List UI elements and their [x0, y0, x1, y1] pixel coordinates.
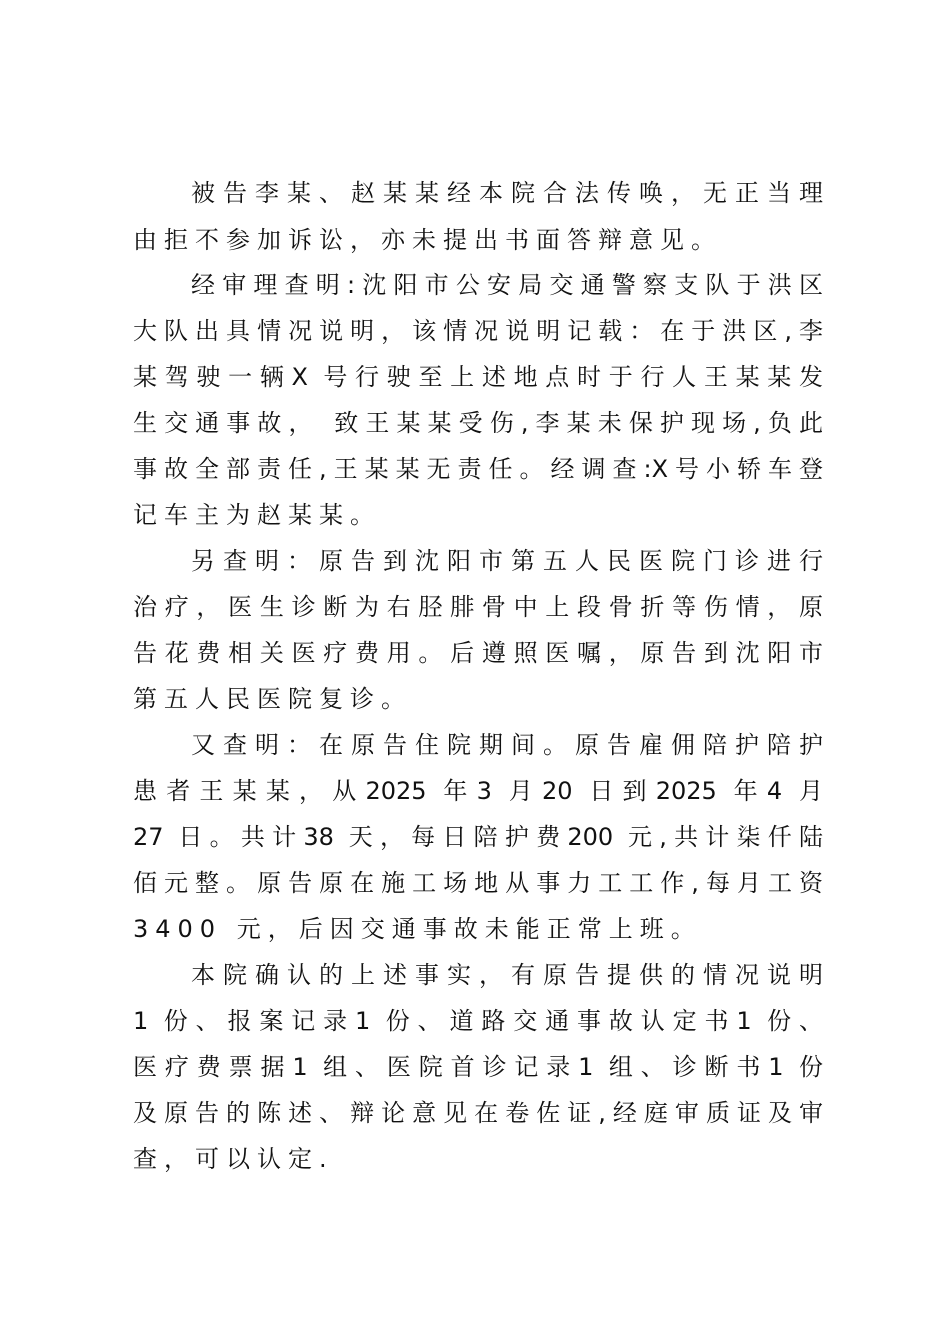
- text-line: 大队出具情况说明，该情况说明记载：在于洪区,李: [133, 317, 823, 345]
- text-line: 1 份、报案记录1 份、道路交通事故认定书1 份、: [133, 1007, 823, 1035]
- text-line: 查，可以认定.: [133, 1145, 334, 1173]
- text-line: 27 日。共计38 天，每日陪护费200 元,共计柒仟陆: [133, 823, 823, 851]
- text-line: 由拒不参加诉讼，亦未提出书面答辩意见。: [133, 226, 722, 254]
- text-line: 3400 元，后因交通事故未能正常上班。: [133, 915, 702, 943]
- text-line: 第五人民医院复诊。: [133, 685, 412, 713]
- text-line: 某驾驶一辆X 号行驶至上述地点时于行人王某某发: [133, 363, 823, 391]
- text-line: 经审理查明:沈阳市公安局交通警察支队于洪区: [191, 271, 823, 299]
- text-line: 另查明：原告到沈阳市第五人民医院门诊进行: [191, 547, 823, 575]
- text-line: 本院确认的上述事实，有原告提供的情况说明: [191, 961, 823, 989]
- text-line: 生交通事故， 致王某某受伤,李某未保护现场,负此: [133, 409, 823, 437]
- text-line: 患者王某某，从2025 年3 月20 日到2025 年4 月: [133, 777, 823, 805]
- text-line: 告花费相关医疗费用。后遵照医嘱，原告到沈阳市: [133, 639, 823, 667]
- text-line: 又查明：在原告住院期间。原告雇佣陪护陪护: [191, 731, 823, 759]
- text-line: 记车主为赵某某。: [133, 501, 381, 529]
- text-line: 被告李某、赵某某经本院合法传唤，无正当理: [191, 179, 823, 207]
- text-line: 事故全部责任,王某某无责任。经调查:X号小轿车登: [133, 455, 823, 483]
- text-line: 佰元整。原告原在施工场地从事力工工作,每月工资: [133, 869, 823, 897]
- text-line: 及原告的陈述、辩论意见在卷佐证,经庭审质证及审: [133, 1099, 823, 1127]
- text-line: 治疗，医生诊断为右胫腓骨中上段骨折等伤情，原: [133, 593, 823, 621]
- text-line: 医疗费票据1 组、医院首诊记录1 组、诊断书1 份: [133, 1053, 823, 1081]
